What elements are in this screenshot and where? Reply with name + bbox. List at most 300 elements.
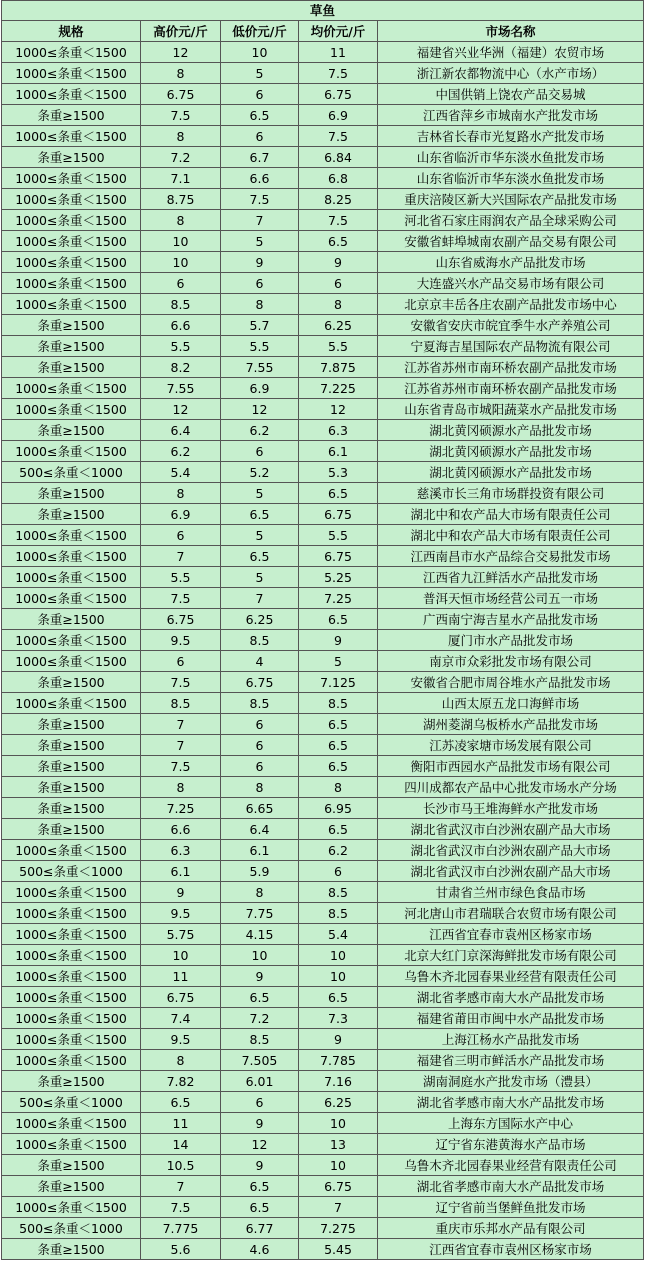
cell-avg-price: 7.5 (299, 63, 378, 84)
cell-high-price: 7 (141, 546, 221, 567)
cell-high-price: 7.5 (141, 756, 221, 777)
cell-avg-price: 6.5 (299, 609, 378, 630)
cell-avg-price: 6.8 (299, 168, 378, 189)
cell-market-name: 北京京丰岳各庄农副产品批发市场中心 (378, 294, 644, 315)
cell-avg-price: 8 (299, 777, 378, 798)
cell-high-price: 8 (141, 1050, 221, 1071)
table-row (2, 1239, 644, 1260)
cell-market-name: 湖北省武汉市白沙洲农副产品大市场 (378, 840, 644, 861)
cell-spec: 条重≥1500 (2, 1239, 141, 1260)
header-market-name: 市场名称 (378, 21, 644, 42)
cell-spec: 条重≥1500 (2, 315, 141, 336)
cell-market-name: 乌鲁木齐北园春果业经营有限责任公司 (378, 966, 644, 987)
cell-high-price: 6.75 (141, 987, 221, 1008)
cell-low-price: 4.15 (221, 924, 299, 945)
cell-market-name: 安徽省合肥市周谷堆水产品批发市场 (378, 672, 644, 693)
table-row (2, 840, 644, 861)
cell-spec: 条重≥1500 (2, 1176, 141, 1197)
cell-low-price: 9 (221, 252, 299, 273)
cell-market-name: 辽宁省东港黄海水产品市场 (378, 1134, 644, 1155)
cell-spec: 1000≤条重＜1500 (2, 693, 141, 714)
cell-high-price: 11 (141, 966, 221, 987)
cell-spec: 条重≥1500 (2, 483, 141, 504)
cell-avg-price: 6.25 (299, 315, 378, 336)
cell-spec: 条重≥1500 (2, 147, 141, 168)
table-row (2, 42, 644, 63)
cell-low-price: 9 (221, 1155, 299, 1176)
table-row (2, 945, 644, 966)
cell-avg-price: 9 (299, 1029, 378, 1050)
cell-spec: 1000≤条重＜1500 (2, 945, 141, 966)
table-row (2, 1197, 644, 1218)
table-row (2, 189, 644, 210)
header-high-price: 高价元/斤 (141, 21, 221, 42)
cell-low-price: 5 (221, 525, 299, 546)
cell-market-name: 山东省临沂市华东淡水鱼批发市场 (378, 147, 644, 168)
cell-low-price: 6.5 (221, 1176, 299, 1197)
cell-spec: 1000≤条重＜1500 (2, 168, 141, 189)
cell-high-price: 6.1 (141, 861, 221, 882)
cell-high-price: 7.5 (141, 672, 221, 693)
cell-high-price: 5.75 (141, 924, 221, 945)
cell-spec: 1000≤条重＜1500 (2, 42, 141, 63)
cell-avg-price: 6.5 (299, 714, 378, 735)
table-row (2, 483, 644, 504)
cell-market-name: 重庆市乐邦水产品有限公司 (378, 1218, 644, 1239)
table-row (2, 777, 644, 798)
cell-market-name: 湖北省武汉市白沙洲农副产品大市场 (378, 819, 644, 840)
cell-avg-price: 11 (299, 42, 378, 63)
cell-low-price: 10 (221, 42, 299, 63)
cell-avg-price: 5.5 (299, 336, 378, 357)
cell-spec: 1000≤条重＜1500 (2, 567, 141, 588)
cell-high-price: 7.5 (141, 588, 221, 609)
cell-market-name: 浙江新农都物流中心（水产市场） (378, 63, 644, 84)
cell-low-price: 6 (221, 273, 299, 294)
cell-spec: 条重≥1500 (2, 672, 141, 693)
cell-low-price: 7.5 (221, 189, 299, 210)
cell-high-price: 7.55 (141, 378, 221, 399)
cell-low-price: 5.2 (221, 462, 299, 483)
cell-low-price: 5.9 (221, 861, 299, 882)
cell-market-name: 慈溪市长三角市场群投资有限公司 (378, 483, 644, 504)
table-row (2, 168, 644, 189)
table-row (2, 273, 644, 294)
cell-avg-price: 7.25 (299, 588, 378, 609)
cell-avg-price: 6.5 (299, 756, 378, 777)
cell-spec: 1000≤条重＜1500 (2, 1134, 141, 1155)
cell-spec: 1000≤条重＜1500 (2, 1113, 141, 1134)
cell-high-price: 8.5 (141, 693, 221, 714)
cell-market-name: 湖北黄冈硕源水产品批发市场 (378, 462, 644, 483)
cell-avg-price: 7.125 (299, 672, 378, 693)
cell-high-price: 6.75 (141, 84, 221, 105)
cell-spec: 条重≥1500 (2, 714, 141, 735)
cell-low-price: 6 (221, 735, 299, 756)
cell-high-price: 6.2 (141, 441, 221, 462)
table-row (2, 966, 644, 987)
cell-low-price: 6.9 (221, 378, 299, 399)
cell-avg-price: 7.275 (299, 1218, 378, 1239)
cell-high-price: 7.2 (141, 147, 221, 168)
table-row (2, 609, 644, 630)
cell-avg-price: 7.16 (299, 1071, 378, 1092)
cell-low-price: 6 (221, 84, 299, 105)
cell-spec: 1000≤条重＜1500 (2, 294, 141, 315)
cell-high-price: 11 (141, 1113, 221, 1134)
table-row (2, 84, 644, 105)
table-row (2, 630, 644, 651)
cell-high-price: 14 (141, 1134, 221, 1155)
cell-market-name: 湖北中和农产品大市场有限责任公司 (378, 525, 644, 546)
cell-spec: 条重≥1500 (2, 420, 141, 441)
table-row (2, 441, 644, 462)
cell-market-name: 福建省三明市鲜活水产品批发市场 (378, 1050, 644, 1071)
cell-spec: 条重≥1500 (2, 1155, 141, 1176)
cell-low-price: 7.505 (221, 1050, 299, 1071)
cell-low-price: 6 (221, 756, 299, 777)
cell-avg-price: 6.9 (299, 105, 378, 126)
cell-spec: 1000≤条重＜1500 (2, 189, 141, 210)
cell-market-name: 江西省萍乡市城南水产批发市场 (378, 105, 644, 126)
cell-avg-price: 6.1 (299, 441, 378, 462)
cell-market-name: 山东省青岛市城阳蔬菜水产品批发市场 (378, 399, 644, 420)
cell-high-price: 10 (141, 252, 221, 273)
cell-market-name: 广西南宁海吉星水产品批发市场 (378, 609, 644, 630)
cell-low-price: 7.55 (221, 357, 299, 378)
table-row (2, 105, 644, 126)
header-spec: 规格 (2, 21, 141, 42)
cell-high-price: 7 (141, 735, 221, 756)
cell-avg-price: 12 (299, 399, 378, 420)
cell-low-price: 5 (221, 231, 299, 252)
table-row (2, 315, 644, 336)
cell-spec: 1000≤条重＜1500 (2, 231, 141, 252)
cell-spec: 条重≥1500 (2, 777, 141, 798)
cell-market-name: 湖北中和农产品大市场有限责任公司 (378, 504, 644, 525)
cell-low-price: 8 (221, 777, 299, 798)
header-low-price: 低价元/斤 (221, 21, 299, 42)
cell-market-name: 山西太原五龙口海鲜市场 (378, 693, 644, 714)
cell-low-price: 6.2 (221, 420, 299, 441)
cell-market-name: 大连盛兴水产品交易市场有限公司 (378, 273, 644, 294)
cell-spec: 条重≥1500 (2, 336, 141, 357)
cell-spec: 500≤条重＜1000 (2, 1218, 141, 1239)
cell-spec: 1000≤条重＜1500 (2, 903, 141, 924)
table-row (2, 1029, 644, 1050)
table-row (2, 714, 644, 735)
cell-avg-price: 6 (299, 861, 378, 882)
cell-low-price: 5 (221, 483, 299, 504)
cell-spec: 条重≥1500 (2, 504, 141, 525)
cell-spec: 条重≥1500 (2, 1071, 141, 1092)
cell-low-price: 9 (221, 966, 299, 987)
cell-market-name: 山东省临沂市华东淡水鱼批发市场 (378, 168, 644, 189)
table-row (2, 399, 644, 420)
cell-high-price: 8 (141, 483, 221, 504)
cell-avg-price: 8.5 (299, 882, 378, 903)
cell-high-price: 6.5 (141, 1092, 221, 1113)
table-row (2, 1071, 644, 1092)
cell-avg-price: 8 (299, 294, 378, 315)
table-row (2, 504, 644, 525)
cell-low-price: 8.5 (221, 693, 299, 714)
table-row (2, 63, 644, 84)
cell-market-name: 南京市众彩批发市场有限公司 (378, 651, 644, 672)
cell-market-name: 江西省宜春市袁州区杨家市场 (378, 1239, 644, 1260)
cell-market-name: 重庆涪陵区新大兴国际农产品批发市场 (378, 189, 644, 210)
cell-high-price: 7.775 (141, 1218, 221, 1239)
table-row (2, 294, 644, 315)
cell-market-name: 长沙市马王堆海鲜水产批发市场 (378, 798, 644, 819)
cell-high-price: 6 (141, 525, 221, 546)
table-row (2, 1176, 644, 1197)
cell-market-name: 乌鲁木齐北园春果业经营有限责任公司 (378, 1155, 644, 1176)
cell-spec: 条重≥1500 (2, 609, 141, 630)
cell-low-price: 5.7 (221, 315, 299, 336)
table-row (2, 819, 644, 840)
cell-avg-price: 10 (299, 966, 378, 987)
cell-high-price: 10.5 (141, 1155, 221, 1176)
cell-spec: 1000≤条重＜1500 (2, 924, 141, 945)
table-row (2, 1008, 644, 1029)
cell-spec: 1000≤条重＜1500 (2, 1197, 141, 1218)
cell-high-price: 6.9 (141, 504, 221, 525)
cell-spec: 1000≤条重＜1500 (2, 210, 141, 231)
cell-market-name: 吉林省长春市光复路水产批发市场 (378, 126, 644, 147)
cell-low-price: 6 (221, 126, 299, 147)
cell-low-price: 5 (221, 567, 299, 588)
cell-high-price: 7.25 (141, 798, 221, 819)
cell-high-price: 7.4 (141, 1008, 221, 1029)
cell-high-price: 8.2 (141, 357, 221, 378)
cell-market-name: 江西南昌市水产品综合交易批发市场 (378, 546, 644, 567)
table-row (2, 1218, 644, 1239)
cell-spec: 1000≤条重＜1500 (2, 252, 141, 273)
cell-spec: 条重≥1500 (2, 819, 141, 840)
cell-low-price: 6.7 (221, 147, 299, 168)
cell-high-price: 10 (141, 945, 221, 966)
cell-spec: 1000≤条重＜1500 (2, 588, 141, 609)
cell-high-price: 5.6 (141, 1239, 221, 1260)
cell-high-price: 9.5 (141, 903, 221, 924)
cell-avg-price: 7.785 (299, 1050, 378, 1071)
cell-low-price: 12 (221, 399, 299, 420)
cell-low-price: 5.5 (221, 336, 299, 357)
cell-market-name: 湖北省孝感市南大水产品批发市场 (378, 1092, 644, 1113)
cell-avg-price: 6.75 (299, 1176, 378, 1197)
cell-market-name: 湖北黄冈硕源水产品批发市场 (378, 441, 644, 462)
cell-low-price: 7.75 (221, 903, 299, 924)
cell-avg-price: 6.25 (299, 1092, 378, 1113)
table-body (2, 42, 644, 1260)
cell-market-name: 上海江杨水产品批发市场 (378, 1029, 644, 1050)
table-row (2, 756, 644, 777)
table-row (2, 987, 644, 1008)
cell-avg-price: 5.3 (299, 462, 378, 483)
cell-avg-price: 9 (299, 252, 378, 273)
cell-high-price: 8 (141, 63, 221, 84)
cell-low-price: 7 (221, 210, 299, 231)
cell-market-name: 辽宁省前当堡鲜鱼批发市场 (378, 1197, 644, 1218)
cell-market-name: 厦门市水产品批发市场 (378, 630, 644, 651)
cell-avg-price: 8.5 (299, 903, 378, 924)
cell-avg-price: 6.75 (299, 504, 378, 525)
cell-market-name: 上海东方国际水产中心 (378, 1113, 644, 1134)
cell-spec: 1000≤条重＜1500 (2, 882, 141, 903)
table-row (2, 126, 644, 147)
cell-low-price: 6.5 (221, 546, 299, 567)
cell-low-price: 6.5 (221, 1197, 299, 1218)
cell-market-name: 河北省石家庄雨润农产品全球采购公司 (378, 210, 644, 231)
table-row (2, 147, 644, 168)
cell-avg-price: 5.25 (299, 567, 378, 588)
cell-low-price: 6 (221, 1092, 299, 1113)
cell-market-name: 江西省宜春市袁州区杨家市场 (378, 924, 644, 945)
cell-low-price: 6.5 (221, 105, 299, 126)
cell-avg-price: 10 (299, 945, 378, 966)
cell-low-price: 6.25 (221, 609, 299, 630)
cell-low-price: 6 (221, 714, 299, 735)
cell-avg-price: 6.5 (299, 483, 378, 504)
cell-market-name: 福建省兴业华洲（福建）农贸市场 (378, 42, 644, 63)
cell-low-price: 6.01 (221, 1071, 299, 1092)
cell-avg-price: 6.5 (299, 987, 378, 1008)
table-row (2, 651, 644, 672)
cell-high-price: 6 (141, 273, 221, 294)
cell-spec: 1000≤条重＜1500 (2, 1008, 141, 1029)
cell-market-name: 安徽省安庆市皖宜季牛水产养殖公司 (378, 315, 644, 336)
cell-spec: 1000≤条重＜1500 (2, 399, 141, 420)
cell-spec: 条重≥1500 (2, 357, 141, 378)
cell-high-price: 7.82 (141, 1071, 221, 1092)
table-row (2, 1092, 644, 1113)
cell-low-price: 6.5 (221, 504, 299, 525)
table-row (2, 378, 644, 399)
cell-avg-price: 6 (299, 273, 378, 294)
table-row (2, 735, 644, 756)
table-row (2, 693, 644, 714)
table-title: 草鱼 (2, 1, 644, 21)
cell-avg-price: 6.75 (299, 84, 378, 105)
cell-market-name: 江苏凌家塘市场发展有限公司 (378, 735, 644, 756)
table-row (2, 525, 644, 546)
cell-avg-price: 10 (299, 1155, 378, 1176)
cell-market-name: 湖北省孝感市南大水产品批发市场 (378, 1176, 644, 1197)
cell-spec: 1000≤条重＜1500 (2, 126, 141, 147)
cell-avg-price: 13 (299, 1134, 378, 1155)
cell-high-price: 9.5 (141, 1029, 221, 1050)
cell-market-name: 甘肃省兰州市绿色食品市场 (378, 882, 644, 903)
table-row (2, 357, 644, 378)
table-row (2, 588, 644, 609)
cell-market-name: 湖州菱湖乌板桥水产品批发市场 (378, 714, 644, 735)
cell-avg-price: 7.5 (299, 126, 378, 147)
cell-high-price: 12 (141, 399, 221, 420)
cell-avg-price: 6.84 (299, 147, 378, 168)
cell-market-name: 中国供销上饶农产品交易城 (378, 84, 644, 105)
cell-low-price: 7.2 (221, 1008, 299, 1029)
cell-low-price: 7 (221, 588, 299, 609)
cell-high-price: 6.6 (141, 819, 221, 840)
cell-avg-price: 8.5 (299, 693, 378, 714)
cell-avg-price: 5 (299, 651, 378, 672)
table-row (2, 1155, 644, 1176)
cell-low-price: 6.77 (221, 1218, 299, 1239)
cell-avg-price: 7.3 (299, 1008, 378, 1029)
cell-spec: 1000≤条重＜1500 (2, 1050, 141, 1071)
cell-market-name: 安徽省蚌埠城南农副产品交易有限公司 (378, 231, 644, 252)
price-table (1, 0, 644, 1260)
table-header-row (2, 21, 644, 42)
table-row (2, 672, 644, 693)
cell-high-price: 8 (141, 777, 221, 798)
cell-spec: 条重≥1500 (2, 735, 141, 756)
cell-high-price: 10 (141, 231, 221, 252)
cell-market-name: 江苏省苏州市南环桥农副产品批发市场 (378, 357, 644, 378)
cell-avg-price: 8.25 (299, 189, 378, 210)
cell-market-name: 河北唐山市君瑞联合农贸市场有限公司 (378, 903, 644, 924)
cell-low-price: 6.1 (221, 840, 299, 861)
cell-low-price: 10 (221, 945, 299, 966)
cell-avg-price: 5.5 (299, 525, 378, 546)
cell-avg-price: 7 (299, 1197, 378, 1218)
cell-market-name: 湖北省武汉市白沙洲农副产品大市场 (378, 861, 644, 882)
cell-spec: 1000≤条重＜1500 (2, 1029, 141, 1050)
table-row (2, 903, 644, 924)
table-row (2, 1134, 644, 1155)
cell-spec: 条重≥1500 (2, 798, 141, 819)
table-title-row (2, 1, 644, 21)
cell-market-name: 山东省威海水产品批发市场 (378, 252, 644, 273)
cell-avg-price: 10 (299, 1113, 378, 1134)
cell-low-price: 8.5 (221, 630, 299, 651)
cell-low-price: 9 (221, 1113, 299, 1134)
table-row (2, 924, 644, 945)
cell-low-price: 8.5 (221, 1029, 299, 1050)
cell-spec: 1000≤条重＜1500 (2, 273, 141, 294)
table-row (2, 861, 644, 882)
cell-low-price: 6.65 (221, 798, 299, 819)
cell-avg-price: 6.5 (299, 735, 378, 756)
cell-high-price: 8.5 (141, 294, 221, 315)
cell-avg-price: 5.4 (299, 924, 378, 945)
cell-avg-price: 7.875 (299, 357, 378, 378)
header-avg-price: 均价元/斤 (299, 21, 378, 42)
cell-spec: 1000≤条重＜1500 (2, 441, 141, 462)
cell-high-price: 5.5 (141, 567, 221, 588)
cell-avg-price: 6.75 (299, 546, 378, 567)
table-row (2, 336, 644, 357)
cell-high-price: 6.75 (141, 609, 221, 630)
cell-low-price: 6.6 (221, 168, 299, 189)
cell-avg-price: 6.5 (299, 819, 378, 840)
cell-high-price: 7 (141, 1176, 221, 1197)
cell-high-price: 7.1 (141, 168, 221, 189)
cell-high-price: 7 (141, 714, 221, 735)
table-row (2, 420, 644, 441)
cell-high-price: 6 (141, 651, 221, 672)
table-row (2, 462, 644, 483)
cell-spec: 1000≤条重＜1500 (2, 525, 141, 546)
cell-high-price: 6.3 (141, 840, 221, 861)
table-row (2, 546, 644, 567)
cell-high-price: 8 (141, 126, 221, 147)
cell-market-name: 江苏省苏州市南环桥农副产品批发市场 (378, 378, 644, 399)
cell-spec: 1000≤条重＜1500 (2, 546, 141, 567)
cell-low-price: 6.5 (221, 987, 299, 1008)
cell-spec: 1000≤条重＜1500 (2, 840, 141, 861)
